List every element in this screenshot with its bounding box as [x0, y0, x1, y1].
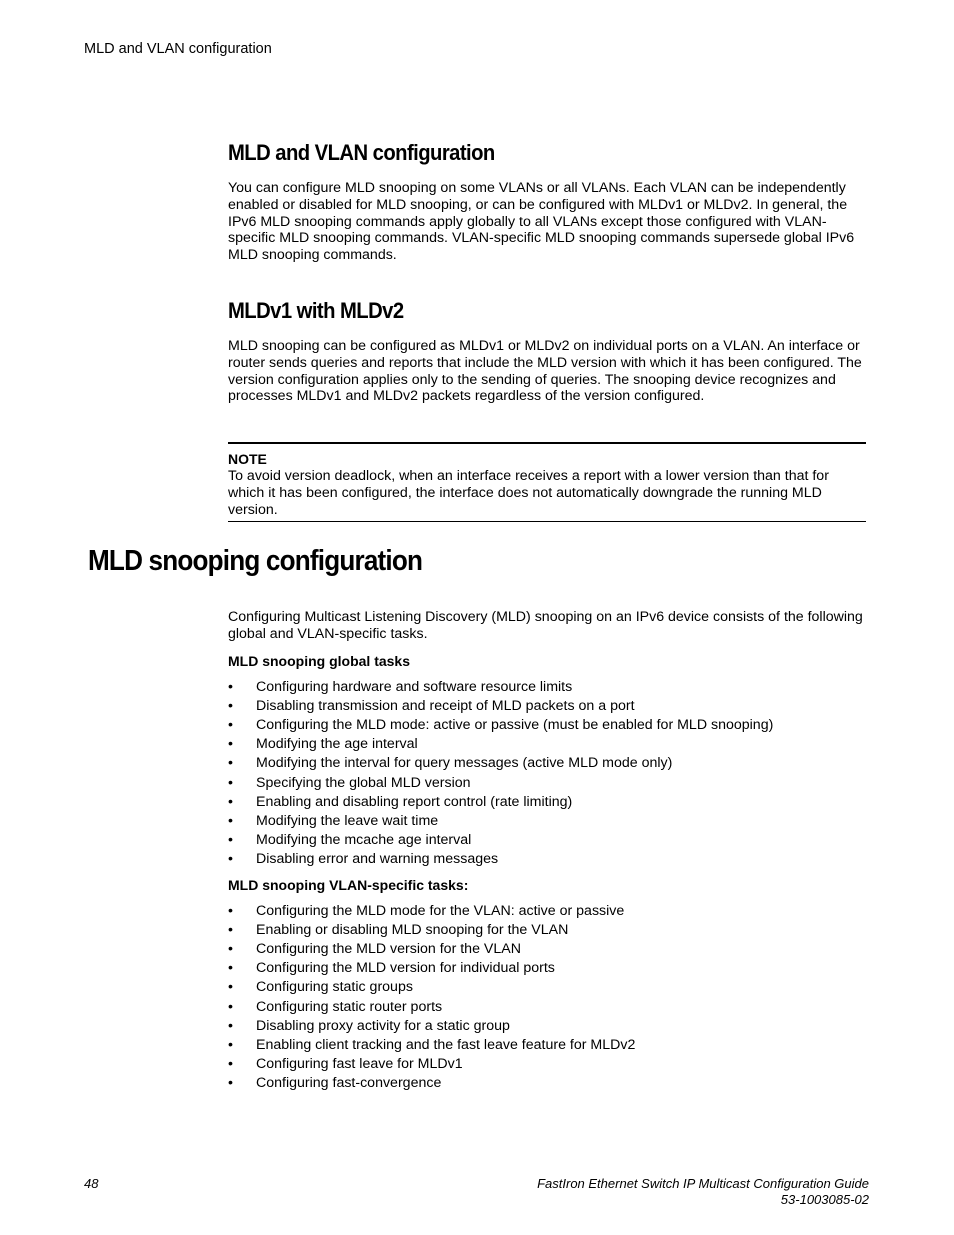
- list-item: • Configuring the MLD mode: active or passive (must be enabled for MLD snooping): [228, 716, 866, 735]
- list-item: • Configuring the MLD version for individual ports: [228, 959, 866, 978]
- list-item: • Configuring static groups: [228, 978, 866, 997]
- list-item: • Configuring the MLD mode for the VLAN: active or passive: [228, 902, 866, 921]
- global-tasks-heading: MLD snooping global tasks: [228, 652, 411, 669]
- vlan-tasks-heading: MLD snooping VLAN-specific tasks:: [228, 876, 469, 893]
- list-item: • Configuring hardware and software resource limits: [228, 678, 866, 697]
- doc-number: 53-1003085-02: [780, 1191, 869, 1207]
- list-item: • Configuring the MLD version for the VLAN: [228, 940, 866, 959]
- guide-title: FastIron Ethernet Switch IP Multicast Configuration Guide: [537, 1176, 869, 1191]
- list-item: • Modifying the leave wait time: [228, 812, 866, 831]
- list-item: • Enabling client tracking and the fast leave feature for MLDv2: [228, 1036, 866, 1055]
- note-box: [228, 442, 866, 522]
- list-item: • Disabling proxy activity for a static group: [228, 1017, 866, 1036]
- list-item: • Enabling or disabling MLD snooping for the VLAN: [228, 921, 866, 940]
- list-item: • Modifying the interval for query messages (active MLD mode only): [228, 754, 866, 773]
- section-mldv1-mldv2: [228, 298, 866, 405]
- list-item: • Enabling and disabling report control (rate limiting): [228, 793, 866, 812]
- section-body: MLD snooping can be configured as MLDv1 or MLDv2 on individual ports on a VLAN. An interface or router sends queries and reports that include the MLD version with which it has been configured. The version configuration applies only to the sending of queries. The snooping device recognizes and processes MLDv1 and MLDv2 packets regardless of the version configured.: [228, 338, 862, 405]
- list-item: • Modifying the mcache age interval: [228, 831, 866, 850]
- section-body: You can configure MLD snooping on some VLANs or all VLANs. Each VLAN can be independently enabled or disabled for MLD snooping, or can be configured with MLDv1 or MLDv2. In general, the IPv6 MLD snooping commands apply globally to all VLANs except those configured with VLAN-specific MLD snooping commands. VLAN-specific MLD snooping commands supersede global IPv6 MLD snooping commands.: [228, 180, 855, 264]
- list-item: • Disabling transmission and receipt of MLD packets on a port: [228, 697, 866, 716]
- vlan-tasks-list: [228, 902, 866, 1094]
- list-item: • Configuring fast-convergence: [228, 1074, 866, 1093]
- section-mld-vlan: [228, 140, 866, 264]
- page-number: 48: [84, 1176, 99, 1191]
- section-heading: MLDv1 with MLDv2: [228, 298, 404, 323]
- note-title: NOTE: [228, 451, 267, 467]
- chapter-intro: Configuring Multicast Listening Discovery (MLD) snooping on an IPv6 device consists of the following global and VLAN-specific tasks.: [228, 609, 863, 642]
- chapter-body: [228, 609, 866, 1094]
- list-item: • Configuring fast leave for MLDv1: [228, 1055, 866, 1074]
- note-text: To avoid version deadlock, when an interface receives a report with a lower version than that for which it has been configured, the interface does not automatically downgrade the running MLD version.: [228, 468, 829, 518]
- section-heading: MLD and VLAN configuration: [228, 140, 495, 165]
- global-tasks-list: [228, 678, 866, 870]
- running-header: MLD and VLAN configuration: [84, 41, 272, 57]
- footer-guide-info: [537, 1176, 869, 1207]
- list-item: • Specifying the global MLD version: [228, 774, 866, 793]
- list-item: • Configuring static router ports: [228, 998, 866, 1017]
- list-item: • Disabling error and warning messages: [228, 850, 866, 869]
- list-item: • Modifying the age interval: [228, 735, 866, 754]
- chapter-heading: MLD snooping configuration: [88, 545, 423, 577]
